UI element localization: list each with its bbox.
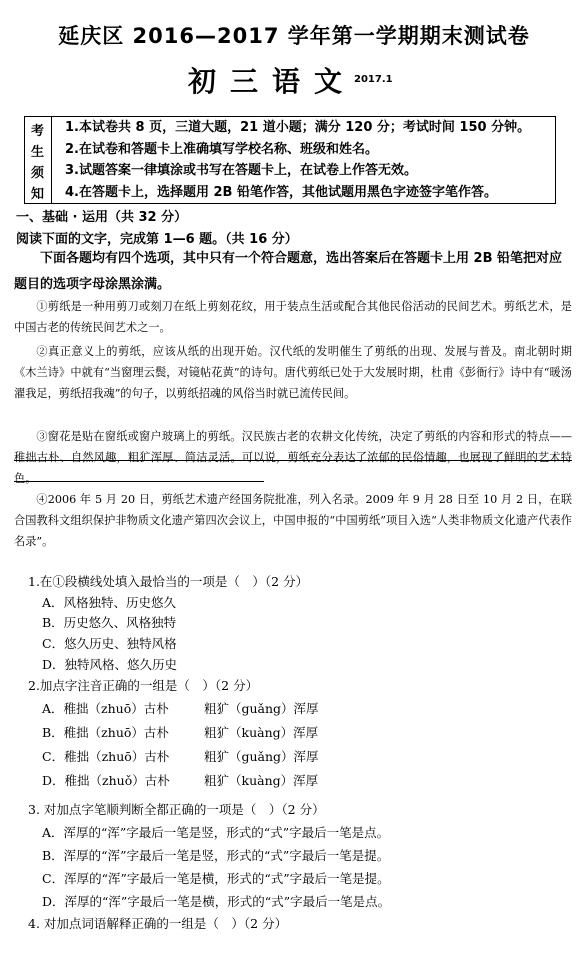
question-4-stem: 4. 对加点词语解释正确的一组是（ ）（2 分） xyxy=(28,916,288,931)
question-3-option: C．浑厚的“浑”字最后一笔是横，形式的“式”字最后一笔是提。 xyxy=(42,871,390,886)
notice-label xyxy=(25,117,52,203)
notice-label-char: 考 xyxy=(31,124,45,139)
passage-paragraph-4: ④2006 年 5 月 20 日，剪纸艺术遗产经国务院批准，列入名录。2009 年 9 月 28 日至 10 月 2 日，在联合国教科文组织保护非物质文化遗产第四次会议上，中国申报的“中国剪纸”项目入选“人类非物质文化遗产代表作名录”。 xyxy=(14,493,572,548)
question-2-option-right: 粗犷（guǎng）浑厚 xyxy=(204,701,319,716)
passage-paragraph-3: ③窗花是贴在窗纸或窗户玻璃上的剪纸。汉民族古老的农耕文化传统，决定了剪纸的内容和形式的特点——稚拙古朴、自然风趣，粗犷浑厚、简洁灵活。可以说，剪纸充分表达了浓郁的民俗情趣，也展现了鲜明的艺术特色。 xyxy=(14,430,572,485)
notice-items xyxy=(65,117,553,203)
subject-title: 初三语文 xyxy=(188,65,357,98)
question-1-stem: 1.在①段横线处填入最恰当的一项是（ ）（2 分） xyxy=(28,574,309,589)
question-3-option: B．浑厚的“浑”字最后一笔是竖，形式的“式”字最后一笔是提。 xyxy=(42,848,390,863)
notice-label-char: 知 xyxy=(31,187,45,202)
wavy-underline xyxy=(14,479,264,482)
wavy-underline xyxy=(14,458,572,461)
question-2-option-left: C．稚拙（zhuō）古朴 xyxy=(42,749,170,764)
question-2-option-left: B．稚拙（zhuō）古朴 xyxy=(42,725,169,740)
question-3-option: A．浑厚的“浑”字最后一笔是竖，形式的“式”字最后一笔是点。 xyxy=(42,825,390,840)
question-1-option: C．悠久历史、独特风格 xyxy=(42,636,177,651)
question-2-option-left: D．稚拙（zhuǒ）古朴 xyxy=(42,773,170,788)
question-1-option: B．历史悠久、风格独特 xyxy=(42,615,177,630)
exam-date: 2017.1 xyxy=(354,74,393,85)
question-2-option-right: 粗犷（kuàng）浑厚 xyxy=(204,725,319,740)
question-1-option: D．独特风格、悠久历史 xyxy=(42,657,178,672)
notice-item: 3.试题答案一律填涂或书写在答题卡上，在试卷上作答无效。 xyxy=(65,163,417,178)
passage-paragraph-2: ②真正意义上的剪纸，应该从纸的出现开始。汉代纸的发明催生了剪纸的出现、发展与普及。南北朝时期《木兰诗》中就有“当窗理云鬓，对镜帖花黄”的诗句。唐代剪纸已处于大发展时期，杜甫《彭衙行》诗中有“暖汤濯我足，剪纸招我魂”的句子，以剪纸招魂的风俗当时就已流传民间。 xyxy=(14,345,572,400)
question-2-stem: 2.加点字注音正确的一组是（ ）（2 分） xyxy=(28,678,259,693)
question-1-option: A．风格独特、历史悠久 xyxy=(42,595,177,610)
question-3-option: D．浑厚的“浑”字最后一笔是横，形式的“式”字最后一笔是点。 xyxy=(42,894,391,909)
question-2-option-right: 粗犷（guǎng）浑厚 xyxy=(204,749,319,764)
passage-paragraph-1: ①剪纸是一种用剪刀或刻刀在纸上剪刻花纹，用于装点生活或配合其他民俗活动的民间艺术。剪纸艺术，是中国古老的传统民间艺术之一。 xyxy=(14,300,572,334)
notice-item: 2.在试卷和答题卡上准确填写学校名称、班级和姓名。 xyxy=(65,141,378,157)
question-3-stem: 3. 对加点字笔顺判断全都正确的一项是（ ）（2 分） xyxy=(28,802,325,817)
notice-item: 1.本试卷共 8 页，三道大题，21 道小题；满分 120 分；考试时间 150 分钟。 xyxy=(65,120,531,135)
question-2-option-left: A．稚拙（zhuō）古朴 xyxy=(42,701,169,716)
exam-title: 延庆区 2016—2017 学年第一学期期末测试卷 xyxy=(58,24,530,48)
notice-label-char: 生 xyxy=(31,145,45,160)
notice-label-char: 须 xyxy=(31,166,45,181)
section-heading: 一、基础 · 运用（共 32 分） xyxy=(16,210,188,225)
question-2-option-right: 粗犷（kuàng）浑厚 xyxy=(204,773,319,788)
section-instruction: 下面各题均有四个选项，其中只有一个符合题意，选出答案后在答题卡上用 2B 铅笔把对应题目的选项字母涂黑涂满。 xyxy=(14,251,563,292)
candidate-notice-box xyxy=(24,116,556,204)
section-subheading: 阅读下面的文字，完成第 1—6 题。（共 16 分） xyxy=(16,232,298,247)
notice-item: 4.在答题卡上，选择题用 2B 铅笔作答，其他试题用黑色字迹签字笔作答。 xyxy=(65,184,497,200)
